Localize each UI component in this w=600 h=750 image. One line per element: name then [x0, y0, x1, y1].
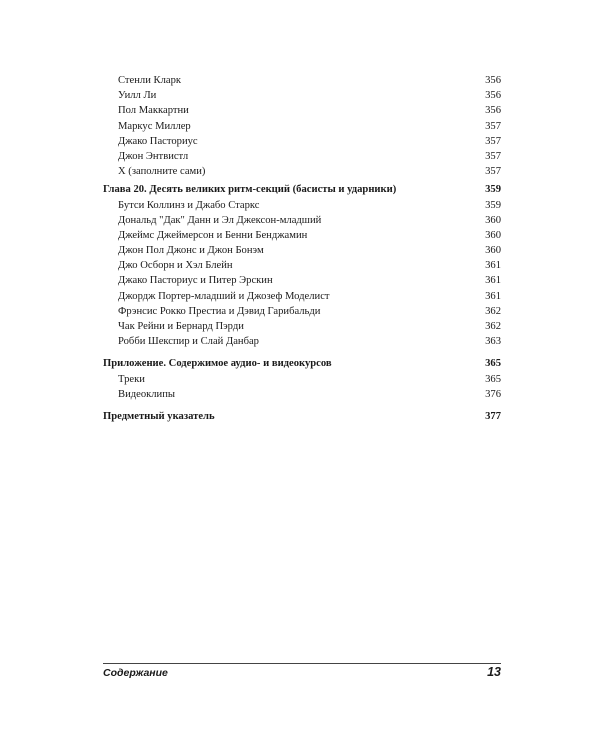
toc-entry: [103, 319, 501, 334]
toc-entry-page: 357: [485, 166, 501, 178]
toc-index-page: 377: [485, 410, 501, 422]
toc-entry-title: Бутси Коллинз и Джабо Старкс: [118, 199, 260, 211]
toc-entry-page: 357: [485, 135, 501, 147]
toc-appendix-title: Приложение. Содержимое аудио- и видеокурсов: [103, 358, 332, 370]
toc-entry-page: 362: [485, 321, 501, 332]
toc-entry-page: 357: [485, 150, 501, 162]
toc-entry-title: Пол Маккартни: [118, 105, 189, 117]
footer-divider: [103, 663, 501, 664]
toc-chapter-heading: [103, 182, 501, 197]
toc-appendix-heading: [103, 356, 501, 371]
toc-entry-page: 361: [485, 260, 501, 272]
toc-entry-title: Уилл Ли: [118, 90, 157, 102]
toc-entry: [103, 304, 501, 319]
toc-entry: [103, 198, 501, 213]
toc-chapter-20: [103, 182, 501, 349]
toc-entry-page: 356: [485, 90, 501, 102]
toc-entry: [103, 164, 501, 179]
toc-index: [103, 409, 501, 424]
toc-chapter-title: Глава 20. Десять великих ритм-секций (басисты и ударники): [103, 184, 397, 196]
footer-title: Содержание: [103, 667, 168, 679]
toc-appendix-page: 365: [485, 358, 501, 370]
toc-entry: [103, 73, 501, 88]
toc-entry-page: 359: [485, 199, 501, 211]
toc-appendix: [103, 356, 501, 402]
toc-entry: [103, 372, 501, 387]
toc-entry: [103, 289, 501, 304]
toc-entry: [103, 334, 501, 349]
toc-entry-page: 361: [485, 290, 501, 302]
toc-entry-page: 362: [485, 305, 501, 317]
toc-entry-page: 356: [485, 75, 501, 86]
toc-entry: [103, 213, 501, 228]
toc-entry: [103, 387, 501, 402]
toc-entry: [103, 228, 501, 243]
page-number: 13: [487, 665, 501, 679]
toc-entry-title: Фрэнсис Рокко Престиа и Дэвид Гарибальди: [118, 305, 321, 317]
toc-entry-page: 360: [485, 214, 501, 226]
toc-entry-page: 361: [485, 275, 501, 287]
toc-entry-page: 357: [485, 120, 501, 132]
toc-entry: [103, 273, 501, 288]
toc-entry-title: Чак Рейни и Бернард Пэрди: [118, 321, 244, 332]
toc-entry-title: Джо Осборн и Хэл Блейн: [118, 260, 233, 272]
toc-entry-title: Х (заполните сами): [118, 166, 206, 178]
toc-entry-title: Видеоклипы: [118, 388, 176, 400]
toc-index-heading: [103, 409, 501, 424]
toc-entry-page: 363: [485, 336, 501, 348]
toc-entry-title: Дональд "Дак" Данн и Эл Джексон-младший: [118, 214, 322, 226]
toc-entry-title: Маркус Миллер: [118, 120, 191, 132]
toc-entry-title: Джордж Портер-младший и Джозеф Моделист: [118, 290, 330, 302]
toc-entry-title: Джако Пасториус и Питер Эрскин: [118, 275, 273, 287]
toc-entry-page: 376: [485, 388, 501, 400]
toc-entry-page: 360: [485, 245, 501, 257]
toc-entry: [103, 103, 501, 118]
toc-entry-page: 356: [485, 105, 501, 117]
toc-continued-items: [103, 73, 501, 179]
toc-entry-page: 360: [485, 229, 501, 241]
toc-chapter-page: 359: [485, 184, 501, 196]
toc-entry: [103, 119, 501, 134]
toc-entry: [103, 88, 501, 103]
toc-entry-title: Джон Пол Джонс и Джон Бонэм: [118, 245, 264, 257]
toc-entry: [103, 258, 501, 273]
toc-entry-page: 365: [485, 373, 501, 385]
toc-entry-title: Джеймс Джеймерсон и Бенни Бенджамин: [118, 229, 308, 241]
toc-entry-title: Стенли Кларк: [118, 75, 182, 86]
table-of-contents: [103, 73, 501, 424]
toc-entry: [103, 134, 501, 149]
toc-entry-title: Джако Пасториус: [118, 135, 198, 147]
toc-entry: [103, 243, 501, 258]
page-footer: [103, 665, 501, 679]
toc-index-title: Предметный указатель: [103, 410, 215, 422]
toc-entry-title: Джон Энтвистл: [118, 150, 189, 162]
toc-entry-title: Треки: [118, 373, 145, 385]
toc-entry: [103, 149, 501, 164]
toc-entry-title: Робби Шекспир и Слай Данбар: [118, 336, 259, 348]
